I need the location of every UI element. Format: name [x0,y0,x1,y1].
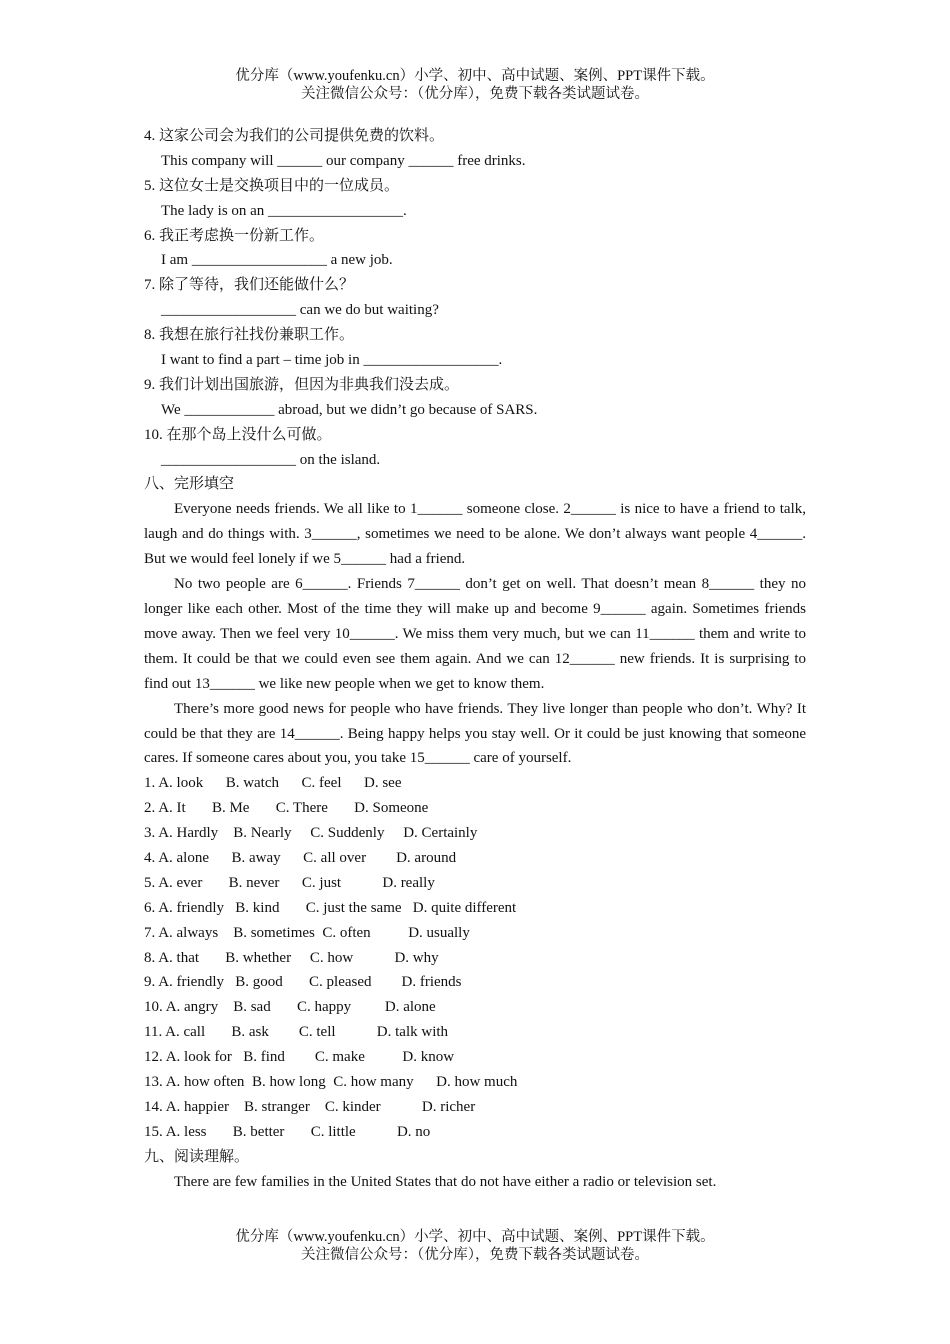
option-b: B. ask [231,1024,269,1041]
option-row [144,1095,806,1120]
option-d: D. Someone [354,800,429,817]
option-d: D. no [396,1123,431,1140]
reading-first-line: There are few families in the United States that do not have either a radio or television set. [174,1173,717,1190]
option-b: B. whether [225,949,292,966]
footer-line-1: 优分库（www.youfenku.cn）小学、初中、高中试题、案例、PPT课件下载。 [235,1229,715,1245]
translation-en-10: __________________ on the island. [161,451,381,468]
option-b: B. Nearly [233,825,292,842]
option-c: C. feel [301,775,342,792]
option-d: D. quite different [412,899,517,916]
option-d: D. usually [408,924,470,941]
option-a: A. alone [158,850,210,866]
option-b: B. good [235,974,283,991]
option-c: C. pleased [309,974,372,991]
option-num: 4. [144,850,156,866]
option-d: D. richer [421,1098,476,1115]
option-c: C. make [314,1049,365,1066]
translation-cn-8: 8. 我想在旅行社找份兼职工作。 [144,327,355,344]
option-a: A. that [158,949,200,966]
option-c: C. happy [296,999,352,1016]
option-b: B. better [232,1123,285,1140]
cloze-options [144,771,806,1144]
option-d: D. how much [436,1074,518,1091]
option-row [144,1020,806,1045]
option-row [144,846,806,871]
option-row [144,871,806,896]
option-num: 7. [144,924,156,941]
translation-cn-4: 4. 这家公司会为我们的公司提供免费的饮料。 [144,128,445,144]
option-a: A. angry [165,999,219,1016]
option-row [144,1070,806,1095]
option-row [144,896,806,921]
page-footer [0,1228,950,1264]
translation-cn-5: 5. 这位女士是交换项目中的一位成员。 [144,177,400,194]
option-b: B. never [228,874,280,891]
option-d: D. see [364,775,402,792]
option-d: D. talk with [376,1024,449,1041]
option-d: D. why [394,949,439,966]
translation-cn-9: 9. 我们计划出国旅游，但因为非典我们没去成。 [144,376,460,393]
option-c: C. kinder [324,1098,381,1115]
option-b: B. kind [235,899,280,916]
cloze-heading: 八、完形填空 [144,476,235,493]
option-row [144,921,806,946]
option-c: C. little [310,1123,356,1140]
option-num: 11. [144,1024,163,1041]
option-a: A. friendly [158,899,225,916]
option-row [144,995,806,1020]
option-d: D. alone [384,999,436,1016]
option-a: A. call [165,1024,206,1041]
translation-en-8: I want to find a part – time job in __________________. [161,352,503,369]
option-c: C. Suddenly [310,825,385,842]
option-num: 8. [144,949,156,966]
option-row [144,946,806,971]
option-b: B. Me [211,800,250,817]
option-b: B. sad [233,999,271,1016]
option-c: C. There [275,800,328,817]
option-num: 2. [144,800,156,817]
page-header [0,67,950,103]
option-num: 9. [144,974,156,991]
option-b: B. find [243,1049,285,1066]
option-b: B. stranger [244,1098,310,1115]
option-c: C. how [309,949,354,966]
document-body [144,124,806,1194]
option-c: C. just the same [305,899,402,916]
header-line-1: 优分库（www.youfenku.cn）小学、初中、高中试题、案例、PPT课件下载。 [235,68,715,84]
cloze-paragraph-1: Everyone needs friends. We all like to 1______ someone close. 2______ is nice to have a friend to talk, laugh and do things with. 3______, sometimes we need to be alone. We don’t always want people 4______. But we would feel lonely if we 5______ had a friend. [144,501,806,568]
option-a: A. look [158,775,204,792]
option-num: 10. [144,999,163,1016]
option-num: 13. [144,1074,163,1091]
cloze-paragraph-2: No two people are 6______. Friends 7______ don’t get on well. That doesn’t mean 8______ they no longer like each other. Most of the time they will make up and become 9______ again. Sometimes friends move away. Then we feel very 10______. We miss them very much, but we can 11______ them and write to them. It could be that we could even see them again. And we can 12______ new friends. It is surprising to find out 13______ we like new people when we get to know them. [144,576,806,692]
option-num: 1. [144,775,156,792]
translation-en-4: This company will ______ our company ______ free drinks. [161,152,526,169]
option-row [144,970,806,995]
option-row [144,821,806,846]
option-num: 15. [144,1123,163,1140]
option-a: A. look for [165,1049,232,1066]
option-d: D. really [382,874,435,891]
header-line-2: 关注微信公众号：（优分库），免费下载各类试题试卷。 [301,86,649,102]
cloze-paragraph-3: There’s more good news for people who have friends. They live longer than people who don’t. Why? It could be that they are 14______. Being happy helps you stay well. Or it could be just knowing that someone cares. If someone cares about you, you take 15______ care of yourself. [144,700,806,767]
translation-cn-10: 10. 在那个岛上没什么可做。 [144,426,332,443]
option-c: C. all over [303,850,367,866]
option-a: A. ever [158,874,203,891]
translation-en-6: I am __________________ a new job. [161,252,393,269]
translation-cn-6: 6. 我正考虑换一份新工作。 [144,227,325,244]
option-a: A. Hardly [158,825,219,842]
option-a: A. happier [165,1098,229,1115]
option-num: 12. [144,1049,163,1066]
option-a: A. less [165,1123,207,1140]
option-d: D. around [396,850,457,866]
option-num: 5. [144,874,156,891]
option-b: B. sometimes [233,924,315,941]
option-a: A. friendly [158,974,225,991]
option-num: 6. [144,899,156,916]
option-num: 14. [144,1098,163,1115]
translation-en-5: The lady is on an __________________. [161,202,407,219]
translation-en-7: __________________ can we do but waiting? [161,302,439,319]
translation-en-9: We ____________ abroad, but we didn’t go because of SARS. [161,401,538,418]
option-d: D. friends [401,974,462,991]
option-c: C. how many [333,1074,414,1091]
option-row [144,1045,806,1070]
reading-heading: 九、阅读理解。 [144,1148,250,1165]
footer-line-2: 关注微信公众号：（优分库），免费下载各类试题试卷。 [301,1247,649,1263]
option-c: C. tell [298,1024,336,1041]
option-row [144,771,806,796]
option-row [144,796,806,821]
option-b: B. watch [225,775,280,792]
option-row [144,1120,806,1145]
option-a: A. always [158,924,219,941]
option-a: A. how often [165,1074,245,1091]
option-b: B. away [231,850,281,866]
option-d: D. Certainly [403,825,478,842]
option-d: D. know [402,1049,455,1066]
option-b: B. how long [251,1074,326,1091]
translation-cn-7: 7. 除了等待，我们还能做什么？ [144,277,355,294]
option-c: C. just [301,874,342,891]
option-num: 3. [144,825,156,842]
option-c: C. often [322,924,371,941]
option-a: A. It [158,800,186,817]
